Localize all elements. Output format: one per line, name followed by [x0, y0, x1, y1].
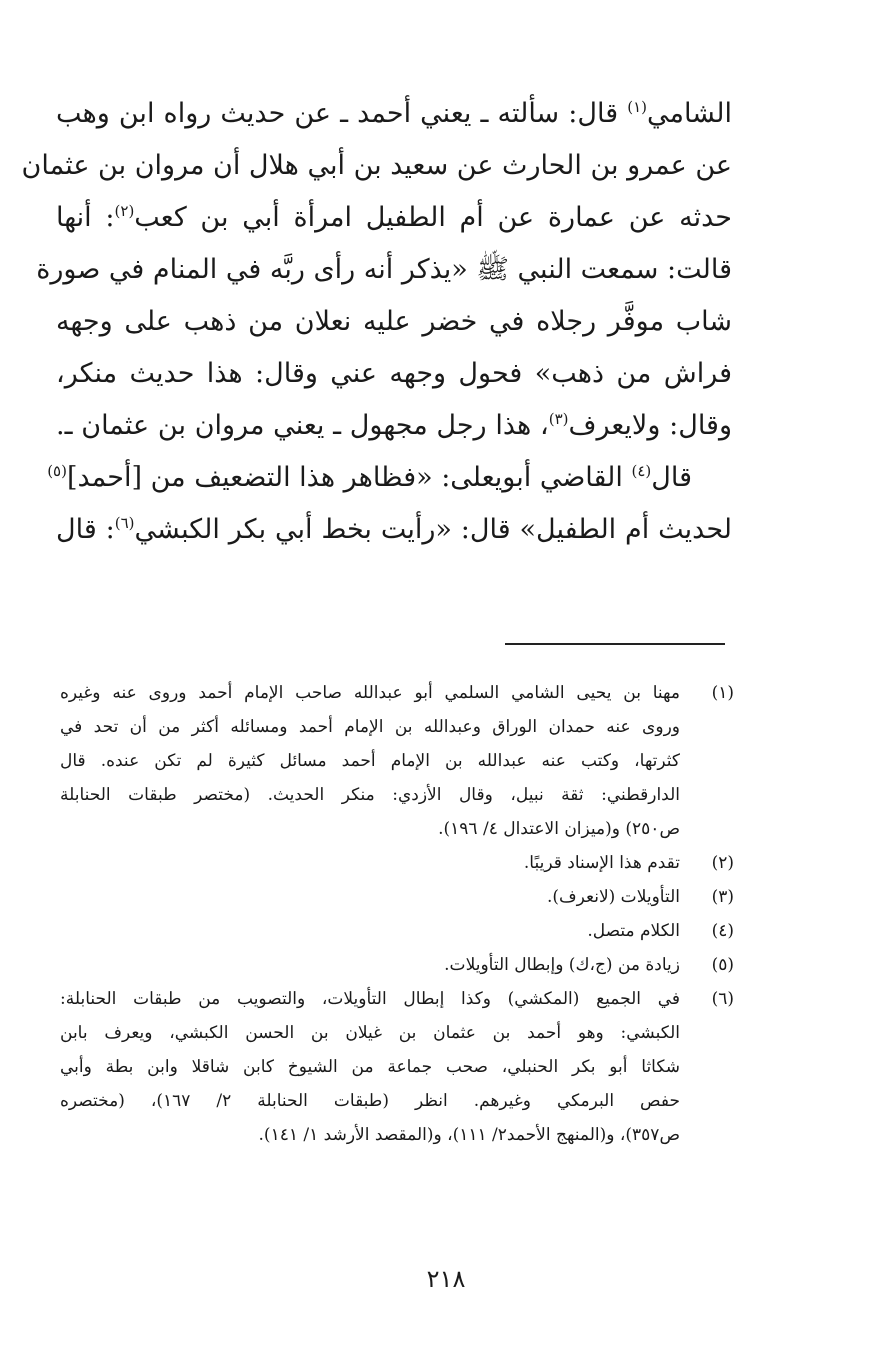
footnote-line: ص٣٥٧)، و(المنهج الأحمد٢/ ١١١)، و(المقصد الأرشد ١/ ١٤١).: [258, 1125, 680, 1145]
footnote-2: [60, 846, 734, 880]
footnote-separator: [505, 643, 725, 645]
footnote-ref-4: (٤): [631, 462, 652, 480]
main-text-line-8: قال$^{(٤)}$ القاضي أبويعلى: «فظاهر هذا التضعيف من [أحمد]$^{(٥)}$: [47, 462, 692, 493]
footnote-1: [60, 676, 734, 846]
footnote-line: الكلام متصل.: [587, 921, 680, 941]
main-text-line-5: شاب موفَّر رجلاه في خضر عليه نعلان من ذهب على وجهه: [56, 306, 732, 337]
footnotes-section: [60, 676, 734, 1152]
main-text-line-4: قالت: سمعت النبي ﷺ «يذكر أنه رأى ربَّه في المنام في صورة: [36, 254, 732, 285]
footnote-line: وروى عنه حمدان الوراق وعبدالله بن الإمام أحمد ومسائله أكثر من أن تحد في: [60, 717, 680, 737]
page-number: ٢١٨: [426, 1265, 466, 1293]
footnote-line: ص٢٥٠) و(ميزان الاعتدال ٤/ ١٩٦).: [438, 819, 680, 839]
footnote-ref-1: (١): [627, 98, 647, 116]
footnote-line: زيادة من (ج،ك) وإبطال التأويلات.: [444, 955, 680, 975]
footnote-number: (٤): [711, 921, 734, 941]
footnote-number: (٢): [711, 853, 734, 873]
footnote-number: (١): [711, 683, 734, 703]
footnote-ref-3: (٣): [548, 410, 569, 428]
footnote-line: تقدم هذا الإسناد قريبًا.: [523, 853, 680, 873]
main-text-line-3: حدثه عن عمارة عن أم الطفيل امرأة أبي بن كعب$^{(٢)}$: أنها: [56, 202, 732, 233]
footnote-line: حفص البرمكي وغيرهم. انظر (طبقات الحنابلة ٢/ ١٦٧)، (مختصره: [60, 1091, 680, 1111]
main-text-block: [21, 88, 732, 556]
main-text-line-2: عن عمرو بن الحارث عن سعيد بن أبي هلال أن مروان بن عثمان: [21, 150, 732, 181]
footnote-6: [60, 982, 734, 1152]
footnote-ref-5: (٥): [47, 462, 67, 480]
footnote-line: الدارقطني: ثقة نبيل، وقال الأزدي: منكر الحديث. (مختصر طبقات الحنابلة: [60, 785, 680, 805]
main-text-line-1: الشامي$^{(١)}$ قال: سألته ـ يعني أحمد ـ عن حديث رواه ابن وهب: [56, 98, 732, 129]
footnote-line: في الجميع (المكشي) وكذا إبطال التأويلات، والتصويب من طبقات الحنابلة:: [60, 989, 680, 1009]
footnote-line: كثرتها، وكتب عنه عبدالله بن الإمام أحمد مسائل كثيرة لم تكن عنده. قال: [60, 751, 680, 771]
footnote-number: (٥): [711, 955, 734, 975]
footnote-line: التأويلات (لانعرف).: [546, 887, 680, 907]
footnote-number: (٣): [711, 887, 734, 907]
footnote-line: شكاثا أبو بكر الحنبلي، صحب جماعة من الشيوخ كابن شاقلا وابن بطة وأبي: [60, 1057, 680, 1077]
main-text-line-9: لحديث أم الطفيل» قال: «رأيت بخط أبي بكر الكبشي$^{(٦)}$: قال: [56, 514, 732, 545]
footnote-3: [60, 880, 734, 914]
footnote-5: [60, 948, 734, 982]
footnote-line: الكبشي: وهو أحمد بن عثمان بن غيلان بن الحسن الكبشي، ويعرف بابن: [60, 1023, 680, 1043]
main-text-line-7: وقال: ولايعرف$^{(٣)}$، هذا رجل مجهول ـ يعني مروان بن عثمان ـ.: [56, 410, 732, 441]
footnote-line: مهنا بن يحيى الشامي السلمي أبو عبدالله صاحب الإمام أحمد وروى عنه وغيره: [60, 683, 680, 703]
footnote-number: (٦): [711, 989, 734, 1009]
main-text-line-6: فراش من ذهب» فحول وجهه عني وقال: هذا حديث منكر،: [56, 358, 732, 389]
footnote-ref-2: (٢): [114, 202, 135, 220]
footnote-4: [60, 914, 734, 948]
footnote-ref-6: (٦): [114, 514, 135, 532]
